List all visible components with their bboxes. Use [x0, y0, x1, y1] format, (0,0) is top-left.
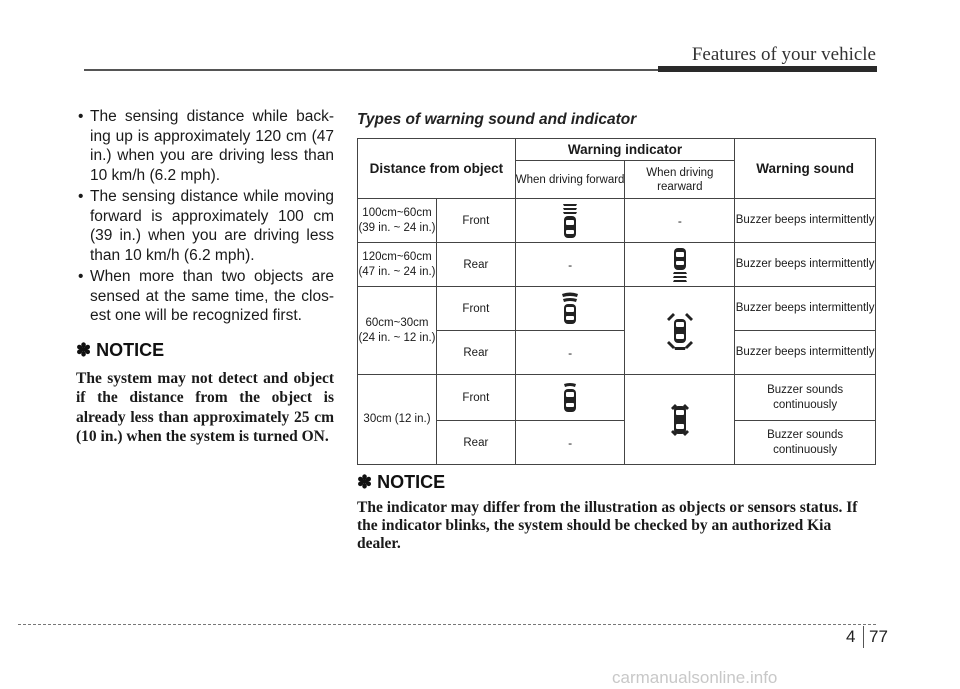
indicator-rearward: -: [625, 199, 735, 243]
indicator-rearward: [625, 375, 735, 465]
position-cell: Rear: [436, 421, 515, 465]
header-distance: Distance from object: [358, 139, 516, 199]
sound-cell: Buzzer sounds continuously: [735, 421, 876, 465]
header-rule-accent: [658, 66, 877, 72]
sound-cell: Buzzer beeps intermittently: [735, 199, 876, 243]
position-cell: Rear: [436, 243, 515, 287]
sound-cell: Buzzer sounds continuously: [735, 375, 876, 421]
notice-text: The indicator may differ from the illustration as objects or sensors status. If the indicator blinks, the system should be checked by an authorized Kia dealer.: [357, 499, 858, 552]
header-warning-sound: Warning sound: [735, 139, 876, 199]
bullet-item: • When more than two objects are sensed at the same time, the clos-est one will be recognized first.: [78, 268, 334, 324]
header-rule: [84, 69, 658, 71]
bullet-item: • The sensing distance while back-ing up is approximately 120 cm (47 in.) when you are driving less than 10 km/h (6.2 mph).: [78, 108, 334, 184]
car-all-sensors-icon: [665, 309, 695, 353]
header-forward: When driving forward: [515, 161, 625, 199]
page-number: 77: [869, 627, 888, 646]
left-column: [76, 107, 334, 447]
distance-cell: 100cm~60cm (39 in. ~ 24 in.): [358, 199, 437, 243]
bullet-text: The sensing distance while back-ing up is approximately 120 cm (47 in.) when you are driving less than 10 km/h (6.2 mph).: [90, 108, 334, 184]
section-title: Types of warning sound and indicator: [357, 111, 637, 128]
header-rearward: When driving rearward: [625, 161, 735, 199]
notice-box: [357, 472, 876, 553]
notice-heading: ✽ NOTICE: [76, 339, 165, 360]
page-separator: [863, 626, 864, 648]
indicator-rearward: [625, 287, 735, 375]
bullet-item: • The sensing distance while moving forward is approximately 100 cm (39 in.) when you are driving less than 10 km/h (6.2 mph).: [78, 188, 334, 264]
notice-heading: ✽ NOTICE: [357, 472, 446, 492]
indicator-rearward: [625, 243, 735, 287]
distance-cell: 30cm (12 in.): [358, 375, 437, 465]
car-all-sensors-near-icon: [668, 400, 692, 440]
indicator-forward: [515, 287, 625, 331]
sound-cell: Buzzer beeps intermittently: [735, 331, 876, 375]
warning-table: [357, 138, 876, 465]
distance-cell: 60cm~30cm (24 in. ~ 12 in.): [358, 287, 437, 375]
car-front-close-icon: [560, 292, 580, 326]
chapter-number: 4: [846, 627, 856, 646]
notice-text: The system may not detect and object if the distance from the object is already less than approximately 25 cm (10 in.) when the system is turned ON.: [76, 369, 334, 445]
position-cell: Front: [436, 199, 515, 243]
footer-rule: [18, 624, 876, 625]
sound-cell: Buzzer beeps intermittently: [735, 243, 876, 287]
header-warning-indicator: Warning indicator: [515, 139, 734, 161]
distance-cell: 120cm~60cm (47 in. ~ 24 in.): [358, 243, 437, 287]
indicator-forward: -: [515, 243, 625, 287]
indicator-forward: [515, 375, 625, 421]
header-title: Features of your vehicle: [691, 44, 876, 65]
position-cell: Front: [436, 375, 515, 421]
bullet-list: [76, 107, 334, 326]
position-cell: Front: [436, 287, 515, 331]
watermark: carmanualsonline.info: [612, 668, 778, 687]
bullet-text: The sensing distance while moving forward is approximately 100 cm (39 in.) when you are driving less than 10 km/h (6.2 mph).: [90, 188, 334, 264]
car-front-sensor-icon: [562, 202, 578, 240]
position-cell: Rear: [436, 331, 515, 375]
sound-cell: Buzzer beeps intermittently: [735, 287, 876, 331]
indicator-forward: [515, 199, 625, 243]
indicator-forward: -: [515, 331, 625, 375]
car-rear-sensor-icon: [672, 246, 688, 284]
bullet-text: When more than two objects are sensed at the same time, the clos-est one will be recognized first.: [90, 268, 334, 324]
car-front-near-icon: [561, 382, 579, 414]
indicator-forward: -: [515, 421, 625, 465]
